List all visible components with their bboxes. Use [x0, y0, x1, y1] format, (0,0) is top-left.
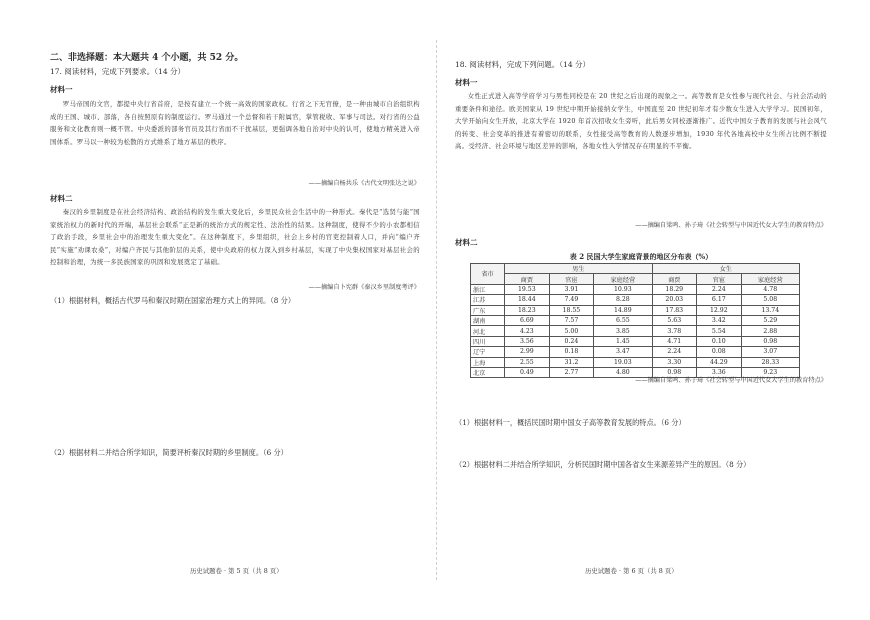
table-cell: 6.17 — [697, 295, 742, 305]
table-row-province: 上海 — [471, 357, 505, 367]
table-row-province: 湖南 — [471, 315, 505, 325]
table-row — [471, 315, 800, 325]
table-header-cell: 家庭经营 — [741, 274, 799, 284]
table-row — [471, 326, 800, 336]
table-header-cell: 商贾 — [505, 274, 550, 284]
exam-page-6 — [455, 0, 827, 620]
q18-subquestion-1: （1）根据材料一，概括民国时期中国女子高等教育发展的特点。（6 分） — [455, 418, 686, 427]
table-cell: 18.29 — [652, 284, 697, 294]
table-cell: 0.24 — [549, 336, 594, 346]
table-row — [471, 284, 800, 294]
table-cell: 0.49 — [505, 367, 550, 377]
table-group-header-row — [471, 264, 800, 274]
table-source: ——摘编自梁鸣、孙子琦《社会转型与中国近代女大学生的教育特点》 — [635, 377, 827, 384]
table-row — [471, 295, 800, 305]
table-cell: 0.98 — [741, 336, 799, 346]
table-row-province: 四川 — [471, 336, 505, 346]
table-cell: 2.24 — [652, 347, 697, 357]
table-cell: 3.36 — [697, 367, 742, 377]
table-row-province: 江苏 — [471, 295, 505, 305]
table-cell: 5.63 — [652, 315, 697, 325]
q17-material2-label: 材料二 — [50, 194, 73, 203]
table-cell: 4.71 — [652, 336, 697, 346]
table-cell: 3.42 — [697, 315, 742, 325]
table-cell: 0.98 — [652, 367, 697, 377]
q18-material1-label: 材料一 — [455, 78, 478, 87]
table-header-cell: 官宦 — [549, 274, 594, 284]
table-cell: 5.00 — [549, 326, 594, 336]
table-cell: 4.23 — [505, 326, 550, 336]
table-cell: 28.33 — [741, 357, 799, 367]
table-row — [471, 305, 800, 315]
table-row — [471, 347, 800, 357]
table-cell: 0.18 — [549, 347, 594, 357]
table-cell: 7.49 — [549, 295, 594, 305]
table-title: 表 2 民国大学生家庭背景的地区分布表（%） — [569, 252, 713, 261]
table-cell: 20.03 — [652, 295, 697, 305]
table-cell: 3.47 — [594, 347, 652, 357]
question-18-stem: 18. 阅读材料，完成下列问题。（14 分） — [455, 60, 590, 69]
q18-material2-label: 材料二 — [455, 238, 478, 247]
q17-material1-text: 罗马帝国的文官，都提中央行省首府，是按有建立一个统一高效的国家政权。行省之下无官僚，是一种由城市自治组织构成的王国、城市、部落，各自按照原有的制度运行。罗马通过一个总督和若干附属官，掌管税收、军事与司法。对行省的公益服务和文化教育则一概不管。中央委派的部务官员及其行省而不干扰基层，更强调各地自治对中央的认可，使地方精英进入帝国体系。罗马以一种较为松散的方式维系了地方基层的秩序。 — [50, 100, 420, 146]
page-footer: 历史试题卷 · 第 5 页（共 8 页） — [190, 567, 283, 575]
table-header-cell: 省市 — [471, 264, 505, 285]
table-cell: 8.28 — [594, 295, 652, 305]
table-cell: 2.88 — [741, 326, 799, 336]
table-cell: 7.57 — [549, 315, 594, 325]
table-cell: 6.55 — [594, 315, 652, 325]
table-row-province: 北京 — [471, 367, 505, 377]
table-cell: 17.83 — [652, 305, 697, 315]
table-group-header-female: 女生 — [652, 264, 800, 274]
table-body — [471, 284, 800, 378]
table-cell: 18.44 — [505, 295, 550, 305]
table-cell: 5.54 — [697, 326, 742, 336]
page-footer: 历史试题卷 · 第 6 页（共 8 页） — [585, 567, 678, 575]
table-cell: 3.07 — [741, 347, 799, 357]
table-cell: 18.55 — [549, 305, 594, 315]
table-cell: 31.2 — [549, 357, 594, 367]
q17-material2-source: ——摘编自卜宪群《秦汉乡里制度考评》 — [308, 284, 420, 291]
table-cell: 5.29 — [741, 315, 799, 325]
table-cell: 3.91 — [549, 284, 594, 294]
table-row-province: 辽宁 — [471, 347, 505, 357]
table-cell: 0.10 — [697, 336, 742, 346]
table-cell: 3.85 — [594, 326, 652, 336]
table-cell: 2.77 — [549, 367, 594, 377]
table-cell: 12.92 — [697, 305, 742, 315]
q17-material1-label: 材料一 — [50, 85, 73, 94]
table-cell: 18.23 — [505, 305, 550, 315]
exam-page-5 — [50, 0, 420, 620]
table-cell: 44.29 — [697, 357, 742, 367]
table-header-cell: 家庭经营 — [594, 274, 652, 284]
table-row — [471, 336, 800, 346]
q17-subquestion-1: （1）根据材料，概括古代罗马和秦汉时期在国家治理方式上的异同。（8 分） — [50, 296, 296, 305]
q18-material1-text: 女性正式进入高等学府学习与男性同校是在 20 世纪之后出现的现象之一。高等教育是女性参与现代社会、与社会活动的重要条件和途径。欧美国家从 19 世纪中期开始接纳女学生，中国直至 20 世纪初年才有少数女生进入大学学习。民国初年，大学开始向女生开放，北京大学在 1920 年首次招收女生旁听，此后男女同校逐渐推广。近代中国女子教育的发展与社会风气的转变、社会变革的推进有着密切的联系，女性接受高等教育的人数逐步增加，1930 年代各地高校中女生所占比例不断提高。受经济、社会环境与地区差异的影响，各地女性入学情况存在明显的不平衡。 — [455, 92, 827, 151]
table-header-cell: 商贾 — [652, 274, 697, 284]
table-header-cell: 官宦 — [697, 274, 742, 284]
table-cell: 2.24 — [697, 284, 742, 294]
section-heading: 二、非选择题：本大题共 4 个小题，共 52 分。 — [50, 53, 244, 63]
q18-subquestion-2: （2）根据材料二并结合所学知识，分析民国时期中国各省女生来源差异产生的原因。（8 分） — [455, 460, 751, 469]
question-17-stem: 17. 阅读材料，完成下列要求。（14 分） — [50, 67, 185, 76]
table-cell: 19.53 — [505, 284, 550, 294]
table-cell: 2.99 — [505, 347, 550, 357]
table-row-province: 浙江 — [471, 284, 505, 294]
table-cell: 4.78 — [741, 284, 799, 294]
table-cell: 4.80 — [594, 367, 652, 377]
table-cell: 19.03 — [594, 357, 652, 367]
page-fold-divider — [436, 40, 437, 580]
q17-material2-text: 秦汉的乡里制度是在社会经济结构、政治结构的发生重大变化后，乡里民众社会生活中的一种形式。秦代是“选贤与能”国家统治权力的新时代的开端，基层社会联系“正是新的统治方式的规定性、法治性的结果。这种制度，使得不少的小农都相信了政治手段，乡里社会中的治理发生重大变化”。在这种制度下，乡里组织，社会上乡村的官吏控制着人口，并向“编户齐民”实施“劝课农桑”，对编户齐民与其他阶层的关系，使中央政府的权力深入到乡村基层，实现了中央集权国家对基层社会的控制和治理，为统一多民族国家的巩固和发展奠定了基础。 — [50, 208, 420, 267]
table-cell: 3.78 — [652, 326, 697, 336]
data-table — [470, 263, 800, 378]
table-cell: 14.89 — [594, 305, 652, 315]
table-cell: 5.08 — [741, 295, 799, 305]
table-cell: 9.23 — [741, 367, 799, 377]
table-cell: 0.08 — [697, 347, 742, 357]
table-row-province: 广东 — [471, 305, 505, 315]
q17-material1-source: ——摘编自杨共乐《古代文明张达之说》 — [308, 180, 420, 187]
q17-subquestion-2: （2）根据材料二并结合所学知识，简要评析秦汉时期的乡里制度。（6 分） — [50, 448, 288, 457]
table-header-row — [471, 274, 800, 284]
table-cell: 3.30 — [652, 357, 697, 367]
table-cell: 3.56 — [505, 336, 550, 346]
q18-material1-source: ——摘编自梁鸣、孙子琦《社会转型与中国近代女大学生的教育特点》 — [635, 222, 827, 229]
table-row — [471, 357, 800, 367]
table-cell: 6.69 — [505, 315, 550, 325]
table-cell: 13.74 — [741, 305, 799, 315]
table-group-header-male: 男生 — [505, 264, 652, 274]
table-row-province: 河北 — [471, 326, 505, 336]
table-cell: 1.45 — [594, 336, 652, 346]
table-cell: 2.55 — [505, 357, 550, 367]
table-cell: 10.93 — [594, 284, 652, 294]
